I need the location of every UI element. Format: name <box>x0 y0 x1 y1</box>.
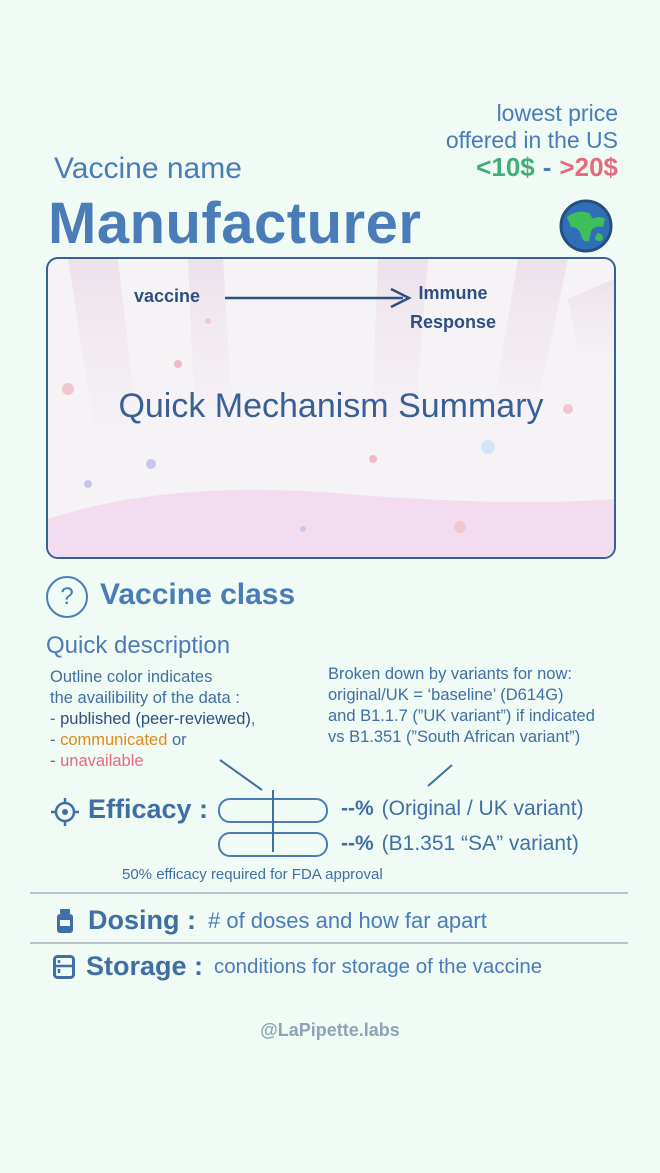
outline-note-line2: the availibility of the data : <box>50 689 240 707</box>
efficacy-label-sa: (B1.351 “SA” variant) <box>381 832 579 855</box>
efficacy-title: Efficacy : <box>88 794 209 824</box>
legend-unavailable-prefix: - <box>50 752 61 770</box>
fda-threshold-line <box>272 790 274 852</box>
legend-published-prefix: - <box>50 710 61 728</box>
fda-note: 50% efficacy required for FDA approval <box>122 866 383 883</box>
efficacy-row-sa <box>341 832 579 856</box>
legend-published-label: published (peer-reviewed) <box>60 710 251 728</box>
vaccine-name: Vaccine name <box>54 152 242 185</box>
variant-note-line3: and B1.1.7 (”UK variant”) if indicated <box>328 707 595 725</box>
manufacturer-title: Manufacturer <box>48 191 422 256</box>
price-high: >20$ <box>559 152 618 182</box>
outline-note-line1: Outline color indicates <box>50 668 213 686</box>
variant-note-line4: vs B1.351 (”South African variant”) <box>328 728 581 746</box>
vaccine-class-title: Vaccine class <box>100 578 296 611</box>
price-label-line1: lowest price <box>496 100 618 126</box>
question-icon: ? <box>46 576 88 618</box>
immune-line1: Immune <box>418 283 488 303</box>
legend-communicated-label: communicated <box>60 731 168 749</box>
legend-published-suffix: , <box>250 710 256 728</box>
fridge-icon <box>53 955 75 979</box>
mechanism-summary: Quick Mechanism Summary <box>118 387 544 425</box>
immune-line2: Response <box>410 312 497 332</box>
quick-description: Quick description <box>46 632 231 659</box>
divider <box>30 942 628 944</box>
storage-title: Storage : <box>86 951 204 981</box>
price-label-line2: offered in the US <box>445 127 618 153</box>
mechanism-vaccine-label: vaccine <box>134 286 201 306</box>
efficacy-value-sa: --% <box>341 832 374 855</box>
legend-communicated-prefix: - <box>50 731 61 749</box>
vial-icon <box>56 909 74 933</box>
dosing-text: # of doses and how far apart <box>208 908 487 933</box>
legend-unavailable-label: unavailable <box>60 752 144 770</box>
connector-left <box>220 760 262 790</box>
variant-note-line2: original/UK = ‘baseline’ (D614G) <box>328 686 564 704</box>
storage-text: conditions for storage of the vaccine <box>214 955 543 978</box>
price-low: <10$ <box>476 152 535 182</box>
crosshair-icon <box>50 797 80 827</box>
variant-note-line1: Broken down by variants for now: <box>328 665 572 683</box>
efficacy-row-original <box>341 797 584 821</box>
dosing-title: Dosing : <box>88 905 196 935</box>
footer-credit: @LaPipette.labs <box>260 1020 400 1040</box>
legend-communicated-suffix: or <box>167 731 187 749</box>
divider <box>30 892 628 894</box>
connector-right <box>428 765 452 786</box>
price-separator: - <box>542 152 552 182</box>
efficacy-value-original: --% <box>341 797 374 820</box>
efficacy-label-original: (Original / UK variant) <box>381 797 584 820</box>
